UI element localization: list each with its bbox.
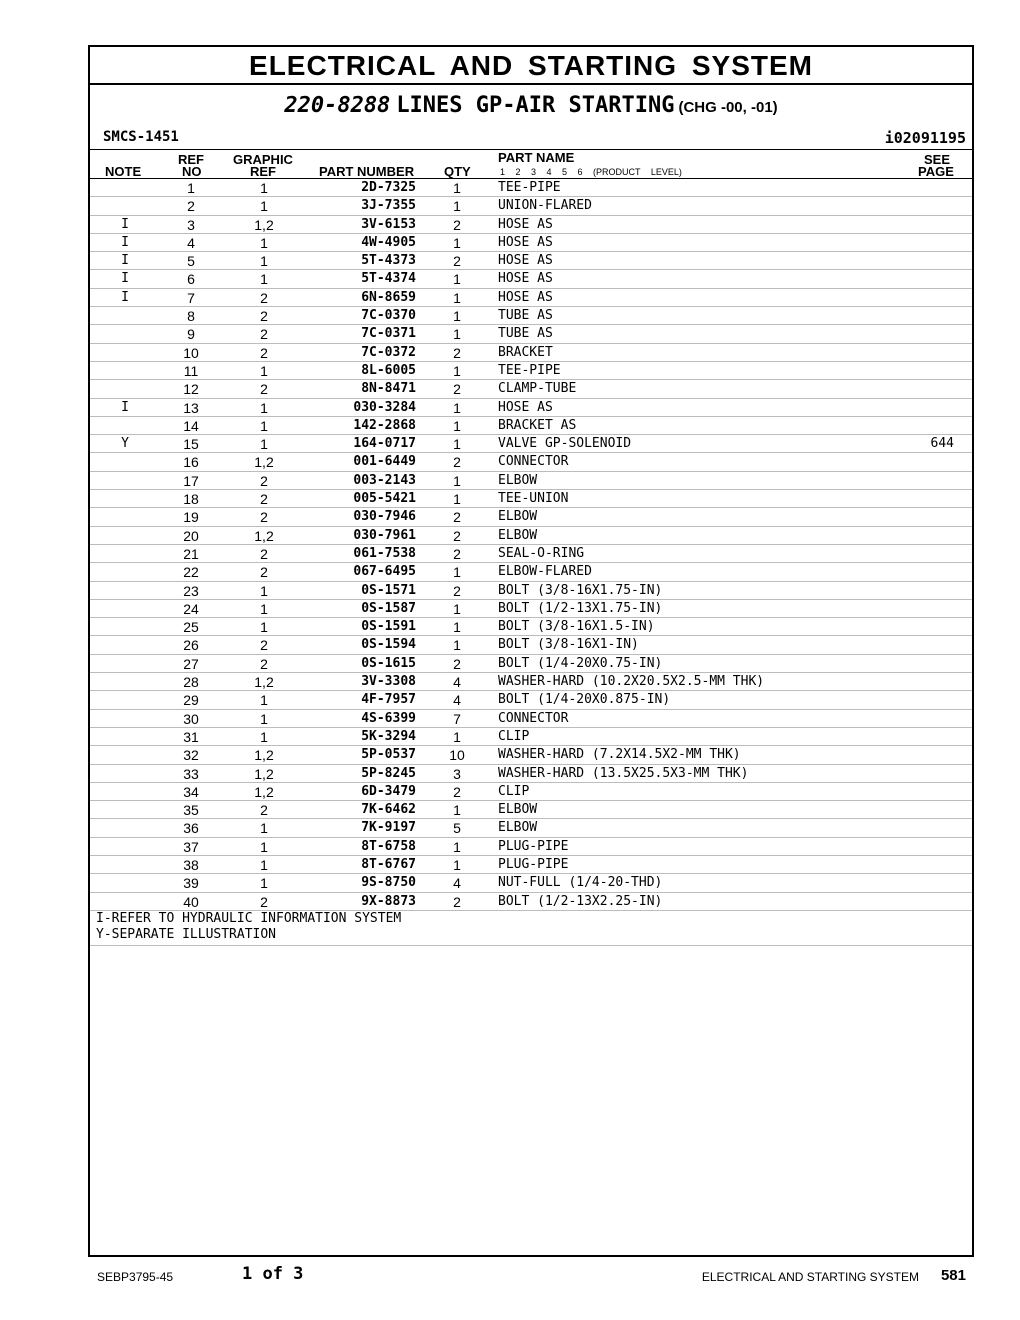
graphic-ref-cell: 2 xyxy=(260,289,268,306)
parts-page-frame xyxy=(88,45,974,1257)
table-row xyxy=(90,472,972,490)
part-number-cell: 4F-7957 xyxy=(361,692,416,708)
part-number-cell: 5T-4373 xyxy=(361,253,416,269)
ref-no-cell: 38 xyxy=(183,856,199,873)
part-number-cell: 0S-1615 xyxy=(361,655,416,671)
part-name-cell: BRACKET xyxy=(498,344,553,360)
ref-no-cell: 33 xyxy=(183,765,199,782)
graphic-ref-cell: 1,2 xyxy=(254,674,274,691)
part-number-cell: 6N-8659 xyxy=(361,289,416,305)
ref-no-cell: 4 xyxy=(187,234,195,251)
table-row xyxy=(90,527,972,545)
qty-cell: 10 xyxy=(449,747,465,764)
part-name-cell: TUBE AS xyxy=(498,326,553,342)
qty-cell: 1 xyxy=(453,838,461,855)
ref-no-cell: 12 xyxy=(183,381,199,398)
ref-no-cell: 37 xyxy=(183,838,199,855)
qty-cell: 2 xyxy=(453,893,461,910)
part-name-cell: BOLT (1/4-20X0.75-IN) xyxy=(498,655,663,671)
graphic-ref-cell: 1,2 xyxy=(254,527,274,544)
part-name-cell: ELBOW xyxy=(498,509,538,525)
part-name-cell: ELBOW xyxy=(498,820,538,836)
part-name-cell: UNION-FLARED xyxy=(498,198,592,214)
graphic-ref-cell: 2 xyxy=(260,308,268,325)
ref-no-cell: 29 xyxy=(183,692,199,709)
graphic-ref-cell: 1 xyxy=(260,436,268,453)
col-part-name: PART NAME xyxy=(498,150,575,165)
qty-cell: 7 xyxy=(453,710,461,727)
part-name-cell: BRACKET AS xyxy=(498,417,577,433)
table-row xyxy=(90,563,972,581)
graphic-ref-cell: 2 xyxy=(260,326,268,343)
part-number-cell: 9S-8750 xyxy=(361,875,416,891)
graphic-ref-cell: 1 xyxy=(260,253,268,270)
graphic-ref-cell: 1 xyxy=(260,619,268,636)
graphic-ref-cell: 1 xyxy=(260,180,268,196)
ref-no-cell: 17 xyxy=(183,472,199,489)
part-number-cell: 7K-9197 xyxy=(361,820,416,836)
table-row xyxy=(90,417,972,435)
qty-cell: 1 xyxy=(453,198,461,215)
note-cell: I xyxy=(121,289,129,305)
qty-cell: 1 xyxy=(453,472,461,489)
ref-no-cell: 2 xyxy=(187,198,195,215)
part-name-cell: PLUG-PIPE xyxy=(498,838,569,854)
group-name: LINES GP-AIR STARTING xyxy=(396,93,675,118)
table-row xyxy=(90,197,972,215)
ref-no-cell: 27 xyxy=(183,655,199,672)
part-number-cell: 3V-3308 xyxy=(361,674,416,690)
change-level: (CHG -00, -01) xyxy=(678,99,778,116)
col-product-levels: 1 2 3 4 5 6 (PRODUCT LEVEL) xyxy=(500,167,682,177)
part-name-cell: TEE-PIPE xyxy=(498,180,561,195)
qty-cell: 1 xyxy=(453,436,461,453)
col-see-top: SEE xyxy=(924,152,951,167)
part-name-cell: ELBOW xyxy=(498,802,538,818)
group-heading xyxy=(90,85,972,125)
part-number-cell: 4W-4905 xyxy=(361,234,416,250)
part-number-cell: 030-7946 xyxy=(353,509,416,525)
ref-no-cell: 1 xyxy=(187,180,195,196)
graphic-ref-cell: 1 xyxy=(260,875,268,892)
ref-no-cell: 31 xyxy=(183,728,199,745)
part-number-cell: 7K-6462 xyxy=(361,802,416,818)
ref-no-cell: 36 xyxy=(183,820,199,837)
graphic-ref-cell: 1,2 xyxy=(254,765,274,782)
graphic-ref-cell: 2 xyxy=(260,545,268,562)
note-cell: I xyxy=(121,216,129,232)
smcs-code: SMCS-1451 xyxy=(103,129,179,145)
table-row xyxy=(90,216,972,234)
ref-no-cell: 7 xyxy=(187,289,195,306)
part-number-cell: 030-3284 xyxy=(353,399,416,415)
qty-cell: 1 xyxy=(453,399,461,416)
ref-no-cell: 26 xyxy=(183,637,199,654)
qty-cell: 1 xyxy=(453,564,461,581)
graphic-ref-cell: 1,2 xyxy=(254,747,274,764)
graphic-ref-cell: 2 xyxy=(260,509,268,526)
qty-cell: 1 xyxy=(453,600,461,617)
ref-no-cell: 16 xyxy=(183,454,199,471)
graphic-ref-cell: 2 xyxy=(260,564,268,581)
graphic-ref-cell: 1 xyxy=(260,856,268,873)
part-name-cell: TEE-UNION xyxy=(498,491,569,507)
table-row xyxy=(90,435,972,453)
qty-cell: 2 xyxy=(453,545,461,562)
graphic-ref-cell: 1 xyxy=(260,600,268,617)
col-graphic-top: GRAPHIC xyxy=(233,152,293,167)
part-name-cell: NUT-FULL (1/4-20-THD) xyxy=(498,875,663,891)
footer-page-of: 1 of 3 xyxy=(242,1264,304,1284)
qty-cell: 2 xyxy=(453,344,461,361)
table-row xyxy=(90,618,972,636)
col-see-bottom: PAGE xyxy=(918,164,954,179)
col-qty: QTY xyxy=(444,164,471,179)
table-row xyxy=(90,710,972,728)
graphic-ref-cell: 1 xyxy=(260,710,268,727)
ref-no-cell: 9 xyxy=(187,326,195,343)
qty-cell: 5 xyxy=(453,820,461,837)
part-name-cell: BOLT (3/8-16X1.5-IN) xyxy=(498,619,655,635)
part-name-cell: BOLT (1/2-13X1.75-IN) xyxy=(498,600,663,616)
table-row xyxy=(90,362,972,380)
graphic-ref-cell: 1 xyxy=(260,198,268,215)
qty-cell: 1 xyxy=(453,619,461,636)
qty-cell: 1 xyxy=(453,234,461,251)
note-cell: I xyxy=(121,271,129,287)
part-number-cell: 0S-1587 xyxy=(361,600,416,616)
ref-no-cell: 8 xyxy=(187,308,195,325)
col-note: NOTE xyxy=(105,164,142,179)
part-name-cell: HOSE AS xyxy=(498,253,553,269)
note-cell: Y xyxy=(121,436,129,452)
graphic-ref-cell: 1 xyxy=(260,728,268,745)
qty-cell: 2 xyxy=(453,454,461,471)
part-number-cell: 5K-3294 xyxy=(361,728,416,744)
part-name-cell: ELBOW xyxy=(498,527,538,543)
part-number-cell: 7C-0372 xyxy=(361,344,416,360)
part-number-cell: 6D-3479 xyxy=(361,783,416,799)
ref-no-cell: 10 xyxy=(183,344,199,361)
table-row xyxy=(90,728,972,746)
part-number-cell: 2D-7325 xyxy=(361,180,416,195)
part-name-cell: BOLT (1/4-20X0.875-IN) xyxy=(498,692,671,708)
part-number-cell: 067-6495 xyxy=(353,564,416,580)
graphic-ref-cell: 1 xyxy=(260,820,268,837)
ref-no-cell: 3 xyxy=(187,216,195,233)
part-number-cell: 3V-6153 xyxy=(361,216,416,232)
table-row xyxy=(90,179,972,197)
parts-table-body xyxy=(90,179,972,911)
qty-cell: 1 xyxy=(453,180,461,196)
part-name-cell: WASHER-HARD (10.2X20.5X2.5-MM THK) xyxy=(498,674,765,690)
graphic-ref-cell: 1 xyxy=(260,234,268,251)
table-row xyxy=(90,270,972,288)
part-number-cell: 142-2868 xyxy=(353,417,416,433)
table-row xyxy=(90,508,972,526)
note-cell: I xyxy=(121,253,129,269)
ref-no-cell: 40 xyxy=(183,893,199,910)
part-name-cell: CONNECTOR xyxy=(498,454,569,470)
part-number-cell: 5P-8245 xyxy=(361,765,416,781)
qty-cell: 1 xyxy=(453,326,461,343)
col-ref-bottom: NO xyxy=(182,164,202,179)
part-name-cell: HOSE AS xyxy=(498,399,553,415)
graphic-ref-cell: 1,2 xyxy=(254,216,274,233)
ref-no-cell: 18 xyxy=(183,491,199,508)
part-number-cell: 8L-6005 xyxy=(361,362,416,378)
ref-no-cell: 21 xyxy=(183,545,199,562)
part-number-cell: 8T-6767 xyxy=(361,856,416,872)
ref-no-cell: 14 xyxy=(183,417,199,434)
part-number-cell: 5P-0537 xyxy=(361,747,416,763)
qty-cell: 1 xyxy=(453,308,461,325)
footer-doc-number: SEBP3795-45 xyxy=(97,1270,174,1284)
part-name-cell: HOSE AS xyxy=(498,289,553,305)
qty-cell: 2 xyxy=(453,527,461,544)
ref-no-cell: 22 xyxy=(183,564,199,581)
see-page-cell: 644 xyxy=(930,436,954,452)
part-name-cell: ELBOW xyxy=(498,472,538,488)
part-number-cell: 3J-7355 xyxy=(361,198,416,214)
part-name-cell: CLIP xyxy=(498,728,530,744)
qty-cell: 3 xyxy=(453,765,461,782)
table-row xyxy=(90,783,972,801)
qty-cell: 1 xyxy=(453,637,461,654)
part-name-cell: HOSE AS xyxy=(498,216,553,232)
ref-no-cell: 5 xyxy=(187,253,195,270)
part-name-cell: CONNECTOR xyxy=(498,710,569,726)
graphic-ref-cell: 2 xyxy=(260,472,268,489)
qty-cell: 2 xyxy=(453,655,461,672)
graphic-ref-cell: 1 xyxy=(260,692,268,709)
graphic-ref-cell: 2 xyxy=(260,344,268,361)
ref-no-cell: 35 xyxy=(183,802,199,819)
ref-no-cell: 24 xyxy=(183,600,199,617)
table-row xyxy=(90,765,972,783)
graphic-ref-cell: 1 xyxy=(260,362,268,379)
qty-cell: 4 xyxy=(453,674,461,691)
part-name-cell: HOSE AS xyxy=(498,234,553,250)
ref-no-cell: 39 xyxy=(183,875,199,892)
footer-page-number: 581 xyxy=(940,1267,966,1284)
qty-cell: 1 xyxy=(453,417,461,434)
table-row xyxy=(90,252,972,270)
graphic-ref-cell: 1 xyxy=(260,271,268,288)
part-number-cell: 030-7961 xyxy=(353,527,416,543)
col-part-number: PART NUMBER xyxy=(319,164,415,179)
part-number-cell: 001-6449 xyxy=(353,454,416,470)
title-band xyxy=(90,47,972,85)
part-name-cell: TEE-PIPE xyxy=(498,362,561,378)
ref-no-cell: 6 xyxy=(187,271,195,288)
qty-cell: 1 xyxy=(453,856,461,873)
qty-cell: 1 xyxy=(453,802,461,819)
part-number-cell: 9X-8873 xyxy=(361,893,416,909)
ref-no-cell: 28 xyxy=(183,674,199,691)
ref-no-cell: 32 xyxy=(183,747,199,764)
part-name-cell: PLUG-PIPE xyxy=(498,856,569,872)
page-footer xyxy=(0,1262,1020,1292)
table-header xyxy=(90,150,972,179)
footer-section: ELECTRICAL AND STARTING SYSTEM xyxy=(701,1270,919,1284)
graphic-ref-cell: 2 xyxy=(260,637,268,654)
table-row xyxy=(90,325,972,343)
part-number-cell: 005-5421 xyxy=(353,491,416,507)
qty-cell: 1 xyxy=(453,271,461,288)
part-name-cell: CLAMP-TUBE xyxy=(498,381,577,397)
graphic-ref-cell: 2 xyxy=(260,491,268,508)
table-row xyxy=(90,874,972,892)
part-name-cell: WASHER-HARD (7.2X14.5X2-MM THK) xyxy=(498,747,741,763)
part-number-cell: 7C-0370 xyxy=(361,308,416,324)
part-number-cell: 003-2143 xyxy=(353,472,416,488)
table-row xyxy=(90,289,972,307)
part-number-cell: 061-7538 xyxy=(353,545,416,561)
part-name-cell: BOLT (3/8-16X1-IN) xyxy=(498,637,639,653)
table-row xyxy=(90,856,972,874)
part-number-cell: 4S-6399 xyxy=(361,710,416,726)
part-name-cell: TUBE AS xyxy=(498,308,553,324)
table-row xyxy=(90,838,972,856)
table-row xyxy=(90,819,972,837)
qty-cell: 2 xyxy=(453,582,461,599)
part-name-cell: BOLT (1/2-13X2.25-IN) xyxy=(498,893,663,909)
qty-cell: 1 xyxy=(453,289,461,306)
ref-no-cell: 34 xyxy=(183,783,199,800)
document-id: i02091195 xyxy=(884,129,966,147)
part-number-cell: 7C-0371 xyxy=(361,326,416,342)
table-row xyxy=(90,582,972,600)
ref-no-cell: 13 xyxy=(183,399,199,416)
table-row xyxy=(90,655,972,673)
col-graphic-bottom: REF xyxy=(250,164,276,179)
table-row xyxy=(90,691,972,709)
table-row xyxy=(90,490,972,508)
ref-no-cell: 30 xyxy=(183,710,199,727)
col-ref-top: REF xyxy=(178,152,204,167)
qty-cell: 1 xyxy=(453,728,461,745)
ref-no-cell: 15 xyxy=(183,436,199,453)
part-number-cell: 0S-1594 xyxy=(361,637,416,653)
part-name-cell: BOLT (3/8-16X1.75-IN) xyxy=(498,582,663,598)
table-row xyxy=(90,453,972,471)
table-row xyxy=(90,673,972,691)
ref-no-cell: 19 xyxy=(183,509,199,526)
part-number-cell: 0S-1591 xyxy=(361,619,416,635)
table-row xyxy=(90,801,972,819)
qty-cell: 1 xyxy=(453,491,461,508)
part-name-cell: HOSE AS xyxy=(498,271,553,287)
qty-cell: 2 xyxy=(453,381,461,398)
part-name-cell: VALVE GP-SOLENOID xyxy=(498,436,632,452)
table-row xyxy=(90,399,972,417)
note-cell: I xyxy=(121,234,129,250)
graphic-ref-cell: 1 xyxy=(260,417,268,434)
graphic-ref-cell: 1 xyxy=(260,399,268,416)
qty-cell: 4 xyxy=(453,875,461,892)
ref-no-cell: 23 xyxy=(183,582,199,599)
group-number: 220-8288 xyxy=(284,93,391,118)
part-name-cell: ELBOW-FLARED xyxy=(498,564,592,580)
ref-no-cell: 11 xyxy=(183,362,199,379)
smcs-row xyxy=(90,125,972,150)
note-cell: I xyxy=(121,399,129,415)
graphic-ref-cell: 2 xyxy=(260,802,268,819)
part-name-cell: CLIP xyxy=(498,783,530,799)
table-row xyxy=(90,234,972,252)
table-row xyxy=(90,893,972,911)
part-name-cell: SEAL-O-RING xyxy=(498,545,585,561)
table-row xyxy=(90,545,972,563)
table-row xyxy=(90,636,972,654)
notes-legend xyxy=(90,911,972,946)
table-row xyxy=(90,307,972,325)
note-i-legend: I-REFER TO HYDRAULIC INFORMATION SYSTEM xyxy=(96,910,402,926)
ref-no-cell: 20 xyxy=(183,527,199,544)
part-number-cell: 0S-1571 xyxy=(361,582,416,598)
part-number-cell: 164-0717 xyxy=(353,436,416,452)
qty-cell: 1 xyxy=(453,362,461,379)
part-number-cell: 8T-6758 xyxy=(361,838,416,854)
graphic-ref-cell: 2 xyxy=(260,655,268,672)
table-row xyxy=(90,600,972,618)
part-number-cell: 5T-4374 xyxy=(361,271,416,287)
graphic-ref-cell: 1,2 xyxy=(254,454,274,471)
section-title: ELECTRICAL AND STARTING SYSTEM xyxy=(249,50,813,81)
qty-cell: 2 xyxy=(453,509,461,526)
table-row xyxy=(90,746,972,764)
graphic-ref-cell: 2 xyxy=(260,381,268,398)
qty-cell: 2 xyxy=(453,253,461,270)
graphic-ref-cell: 2 xyxy=(260,893,268,910)
graphic-ref-cell: 1 xyxy=(260,582,268,599)
part-number-cell: 8N-8471 xyxy=(361,381,416,397)
graphic-ref-cell: 1 xyxy=(260,838,268,855)
table-row xyxy=(90,380,972,398)
part-name-cell: WASHER-HARD (13.5X25.5X3-MM THK) xyxy=(498,765,749,781)
qty-cell: 4 xyxy=(453,692,461,709)
qty-cell: 2 xyxy=(453,783,461,800)
ref-no-cell: 25 xyxy=(183,619,199,636)
note-y-legend: Y-SEPARATE ILLUSTRATION xyxy=(96,926,277,942)
table-row xyxy=(90,344,972,362)
graphic-ref-cell: 1,2 xyxy=(254,783,274,800)
qty-cell: 2 xyxy=(453,216,461,233)
